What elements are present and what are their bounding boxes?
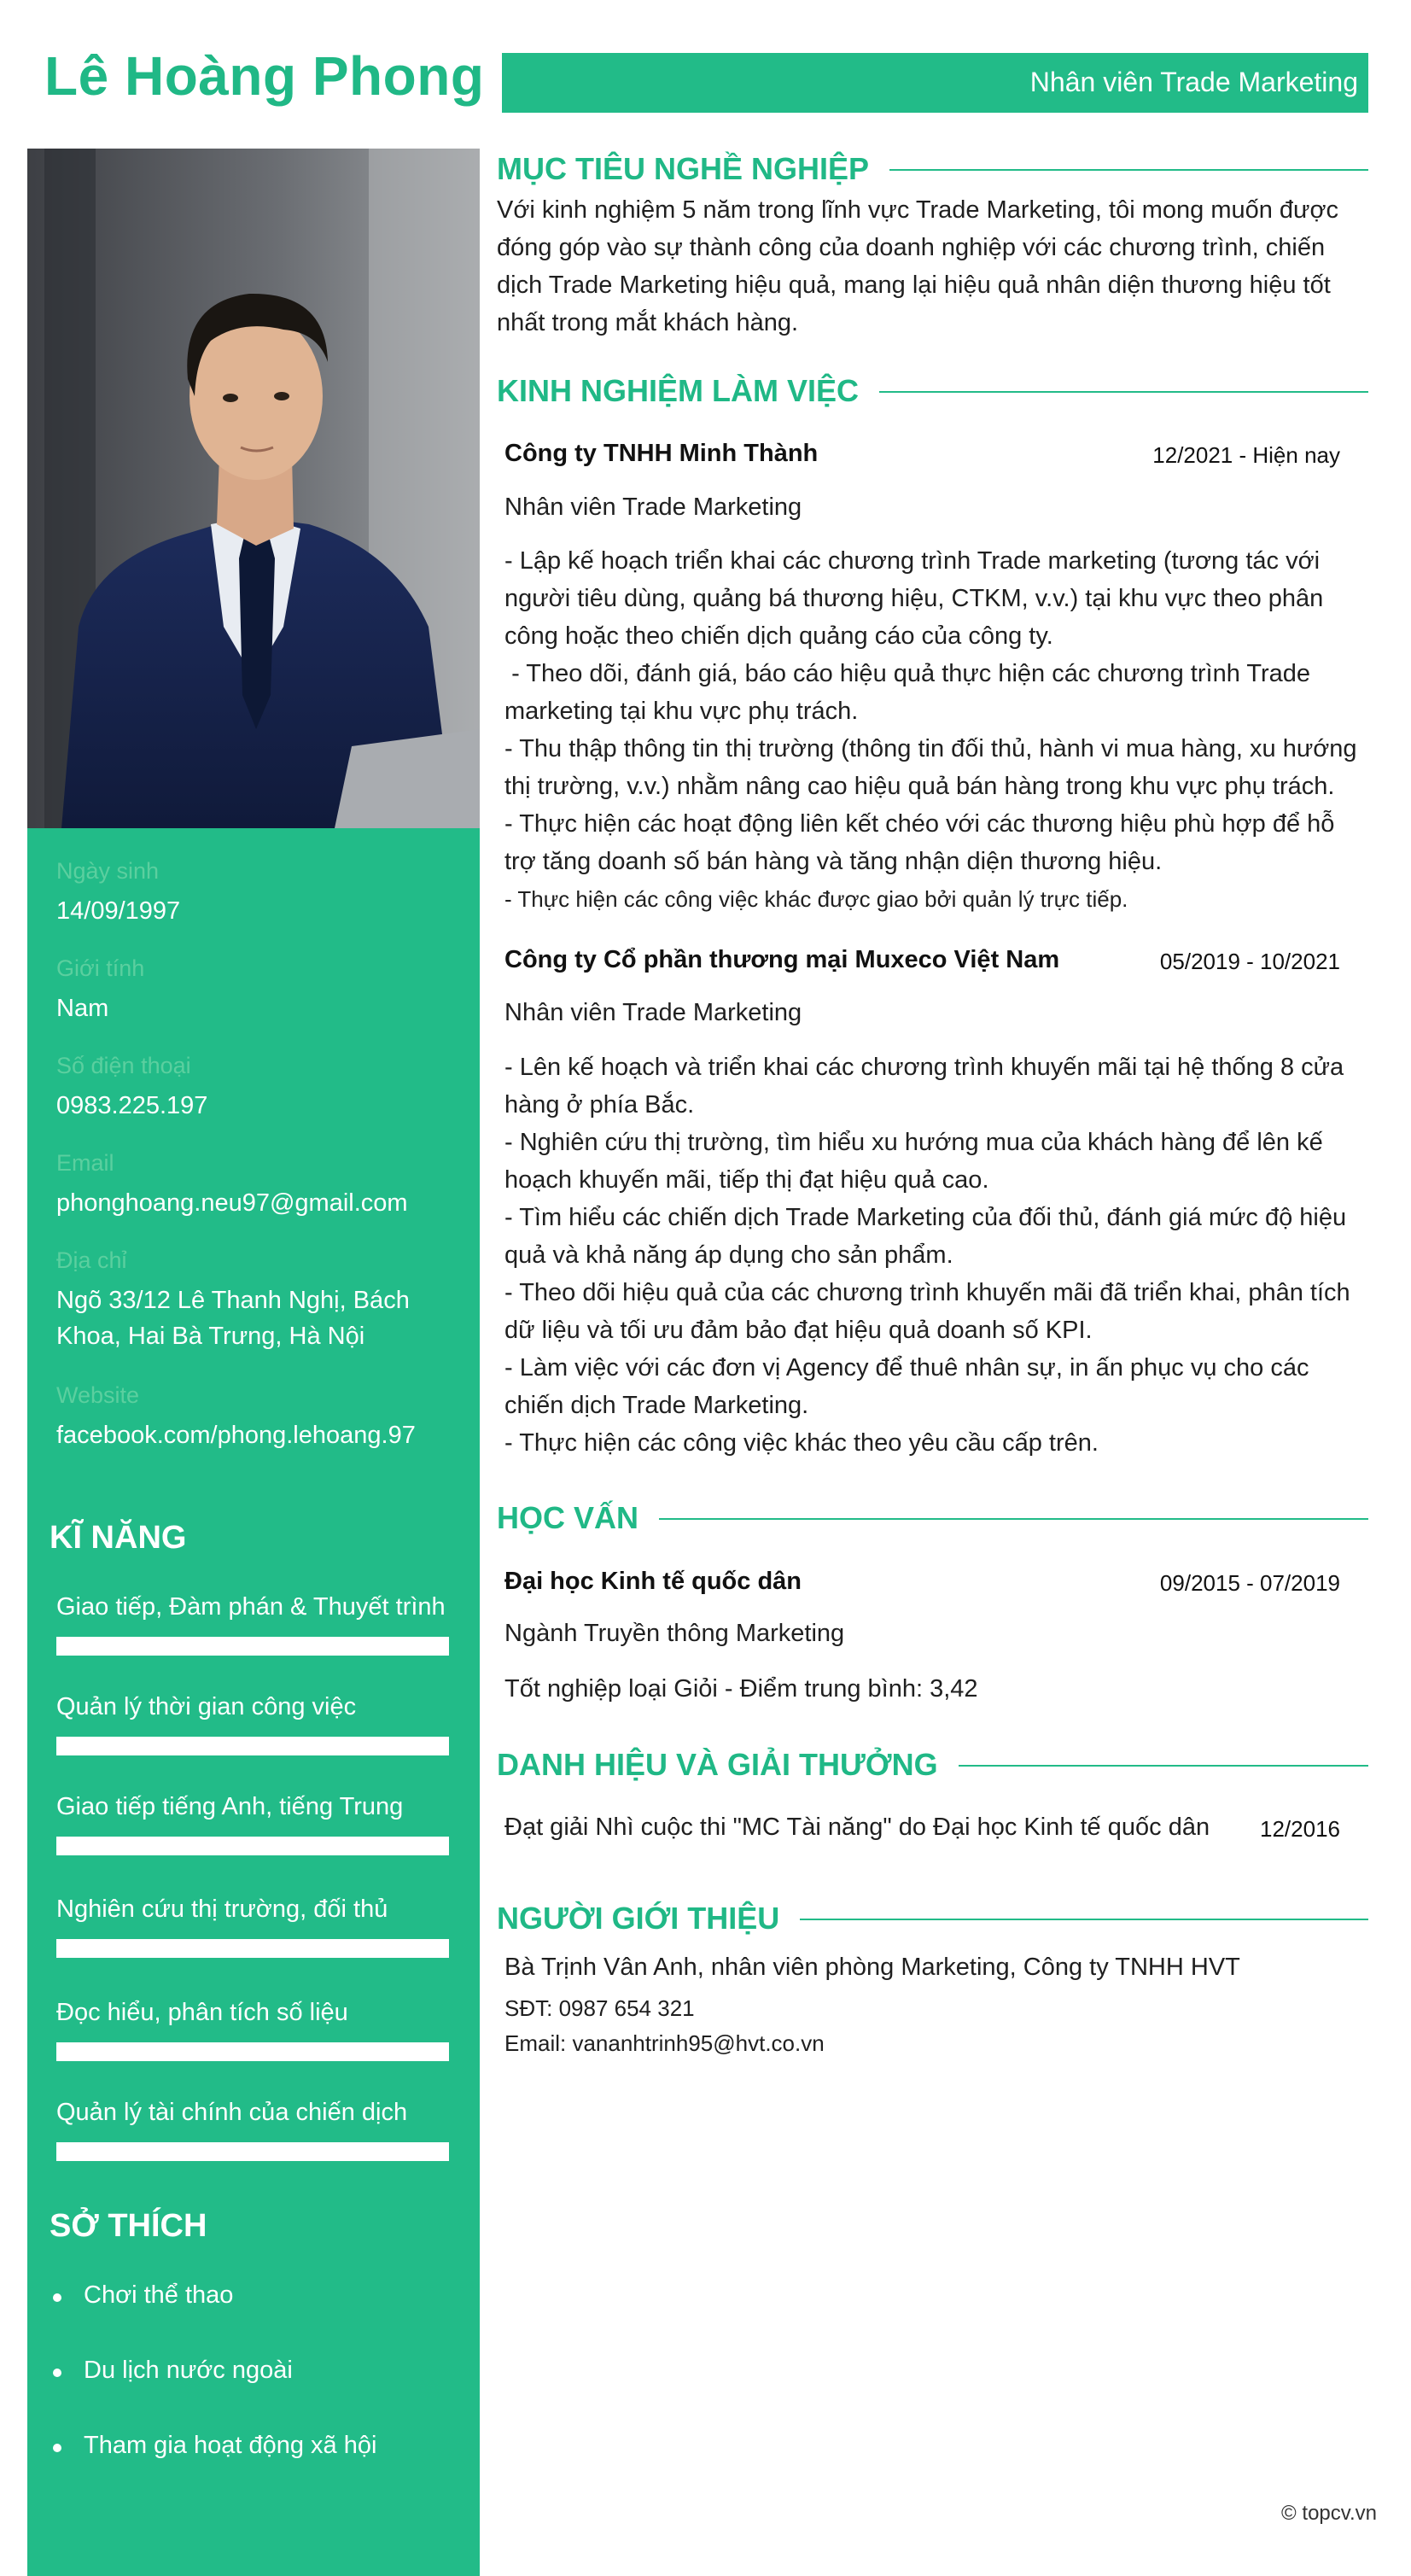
hobby-item xyxy=(53,2281,233,2310)
hobbies-heading: SỞ THÍCH xyxy=(50,2208,207,2244)
phone-value: 0983.225.197 xyxy=(56,1092,208,1119)
duty-item: - Nghiên cứu thị trường, tìm hiểu xu hướng mua của khách hàng để lên kế hoạch khuyến mãi, tiếp thị đạt hiệu quả cao. xyxy=(504,1129,1330,1194)
skill-bar-fill xyxy=(60,2146,446,2158)
experience-heading: KINH NGHIỆM LÀM VIỆC xyxy=(497,372,879,410)
bullet-icon xyxy=(53,2444,61,2452)
phone-label: Số điện thoại xyxy=(56,1053,191,1078)
skill-bar xyxy=(56,1939,449,1958)
birthdate-value: 14/09/1997 xyxy=(56,897,181,925)
job-period: 12/2021 - Hiện nay xyxy=(1152,442,1340,468)
hobby-label: Chơi thể thao xyxy=(84,2281,234,2309)
duty-item: - Lên kế hoạch và triển khai các chương trình khuyến mãi tại hệ thống 8 cửa hàng ở phía Bắc. xyxy=(504,1054,1351,1119)
skill-bar xyxy=(56,1837,449,1855)
duty-item: - Thu thập thông tin thị trường (thông tin đối thủ, hành vi mua hàng, xu hướng thị trường, v.v.) nhằm nâng cao hiệu quả bán hàng trong khu vực phụ trách. xyxy=(504,735,1364,800)
job-period: 05/2019 - 10/2021 xyxy=(1159,949,1340,974)
awards-section-header xyxy=(497,1746,1368,1784)
email-value: phonghoang.neu97@gmail.com xyxy=(56,1189,408,1217)
experience-section-header xyxy=(497,372,1368,410)
profile-photo xyxy=(27,149,480,828)
skill-bar-fill xyxy=(60,1840,446,1852)
skill-name: Giao tiếp, Đàm phán & Thuyết trình xyxy=(56,1593,446,1621)
birthdate-label: Ngày sinh xyxy=(56,858,160,884)
hobby-label: Du lịch nước ngoài xyxy=(84,2357,293,2384)
duty-item: - Tìm hiểu các chiến dịch Trade Marketing của đối thủ, đánh giá mức độ hiệu quả và khả năng áp dụng cho sản phẩm. xyxy=(504,1204,1354,1269)
hobby-item xyxy=(53,2357,293,2385)
hobby-label: Tham gia hoạt động xã hội xyxy=(84,2432,377,2459)
references-section-header xyxy=(497,1900,1368,1937)
objective-heading: MỤC TIÊU NGHỀ NGHIỆP xyxy=(497,150,889,188)
gender-value: Nam xyxy=(56,995,109,1022)
company-name: Công ty TNHH Minh Thành xyxy=(504,440,819,467)
education-heading: HỌC VẤN xyxy=(497,1499,659,1537)
graduation-result: Tốt nghiệp loại Giỏi - Điểm trung bình: 3,42 xyxy=(504,1675,978,1703)
education-section-header xyxy=(497,1499,1368,1537)
skills-heading: KĨ NĂNG xyxy=(50,1520,187,1556)
skill-bar xyxy=(56,2142,449,2161)
bullet-icon xyxy=(53,2369,61,2377)
job-duties xyxy=(504,542,1367,918)
awards-heading: DANH HIỆU VÀ GIẢI THƯỞNG xyxy=(497,1746,959,1784)
address-label: Địa chỉ xyxy=(56,1247,127,1273)
address-value: Ngõ 33/12 Lê Thanh Nghị, Bách Khoa, Hai Bà Trưng, Hà Nội xyxy=(56,1287,410,1350)
website-value: facebook.com/phong.lehoang.97 xyxy=(56,1422,416,1449)
job-title-bar xyxy=(502,53,1368,113)
candidate-name: Lê Hoàng Phong xyxy=(44,45,485,107)
skill-name: Quản lý thời gian công việc xyxy=(56,1693,357,1720)
gender-label: Giới tính xyxy=(56,955,145,981)
skill-bar-fill xyxy=(60,1740,446,1752)
skill-name: Nghiên cứu thị trường, đối thủ xyxy=(56,1895,388,1923)
job-role: Nhân viên Trade Marketing xyxy=(504,999,802,1026)
skill-bar-fill xyxy=(60,1640,446,1652)
major: Ngành Truyền thông Marketing xyxy=(504,1620,845,1647)
job-title: Nhân viên Trade Marketing xyxy=(1029,67,1358,97)
skill-bar-fill xyxy=(60,2046,446,2058)
award-date: 12/2016 xyxy=(1260,1816,1340,1842)
email-label: Email xyxy=(56,1150,114,1176)
skill-name: Quản lý tài chính của chiến dịch xyxy=(56,2099,408,2126)
duty-item: - Thực hiện các công việc khác được giao bởi quản lý trực tiếp. xyxy=(504,886,1128,912)
education-period: 09/2015 - 07/2019 xyxy=(1159,1570,1340,1596)
duty-item: - Lập kế hoạch triển khai các chương trình Trade marketing (tương tác với người tiêu dùng, quảng bá thương hiệu, CTKM, v.v.) tại khu vực theo phân công hoặc theo chiến dịch quảng cáo của công ty. xyxy=(504,547,1331,650)
duty-item: - Theo dõi hiệu quả của các chương trình khuyến mãi đã triển khai, phân tích dữ liệu và tối ưu đảm bảo đạt hiệu quả doanh số KPI. xyxy=(504,1279,1357,1344)
objective-section-header xyxy=(497,150,1368,188)
reference-name: Bà Trịnh Vân Anh, nhân viên phòng Marketing, Công ty TNHH HVT xyxy=(504,1954,1240,1981)
skill-bar xyxy=(56,2042,449,2061)
award-text: Đạt giải Nhì cuộc thi "MC Tài năng" do Đại học Kinh tế quốc dân xyxy=(504,1814,1210,1841)
reference-email: Email: vananhtrinh95@hvt.co.vn xyxy=(504,2030,825,2056)
job-role: Nhân viên Trade Marketing xyxy=(504,494,802,521)
duty-item: - Làm việc với các đơn vị Agency để thuê nhân sự, in ấn phục vụ cho các chiến dịch Trade Marketing. xyxy=(504,1354,1316,1419)
hobby-item xyxy=(53,2432,376,2460)
skill-name: Đọc hiểu, phân tích số liệu xyxy=(56,1999,348,2026)
duty-item: - Theo dõi, đánh giá, báo cáo hiệu quả thực hiện các chương trình Trade marketing tại khu vực phụ trách. xyxy=(504,660,1318,725)
job-duties xyxy=(504,1049,1367,1462)
duty-item: - Thực hiện các hoạt động liên kết chéo với các thương hiệu phù hợp để hỗ trợ tăng doanh số bán hàng và tăng nhận diện thương hiệu. xyxy=(504,810,1342,875)
reference-phone: SĐT: 0987 654 321 xyxy=(504,1995,695,2021)
skill-name: Giao tiếp tiếng Anh, tiếng Trung xyxy=(56,1793,404,1820)
school-name: Đại học Kinh tế quốc dân xyxy=(504,1568,802,1595)
objective-text: Với kinh nghiệm 5 năm trong lĩnh vực Trade Marketing, tôi mong muốn được đóng góp vào sự thành công của doanh nghiệp với các chương trình, chiến dịch Trade Marketing hiệu quả, mang lại hiệu quả nhân diện thương hiệu tốt nhất trong mắt khách hàng. xyxy=(497,196,1338,336)
footer-credit: © topcv.vn xyxy=(1281,2502,1377,2525)
references-heading: NGƯỜI GIỚI THIỆU xyxy=(497,1900,800,1937)
skill-bar xyxy=(56,1737,449,1755)
sidebar xyxy=(27,828,480,2576)
skill-bar xyxy=(56,1637,449,1656)
company-name: Công ty Cổ phần thương mại Muxeco Việt Nam xyxy=(504,946,1060,973)
website-label: Website xyxy=(56,1382,140,1408)
skill-bar-fill xyxy=(60,1942,446,1954)
bullet-icon xyxy=(53,2293,61,2302)
duty-item: - Thực hiện các công việc khác theo yêu cầu cấp trên. xyxy=(504,1429,1099,1457)
